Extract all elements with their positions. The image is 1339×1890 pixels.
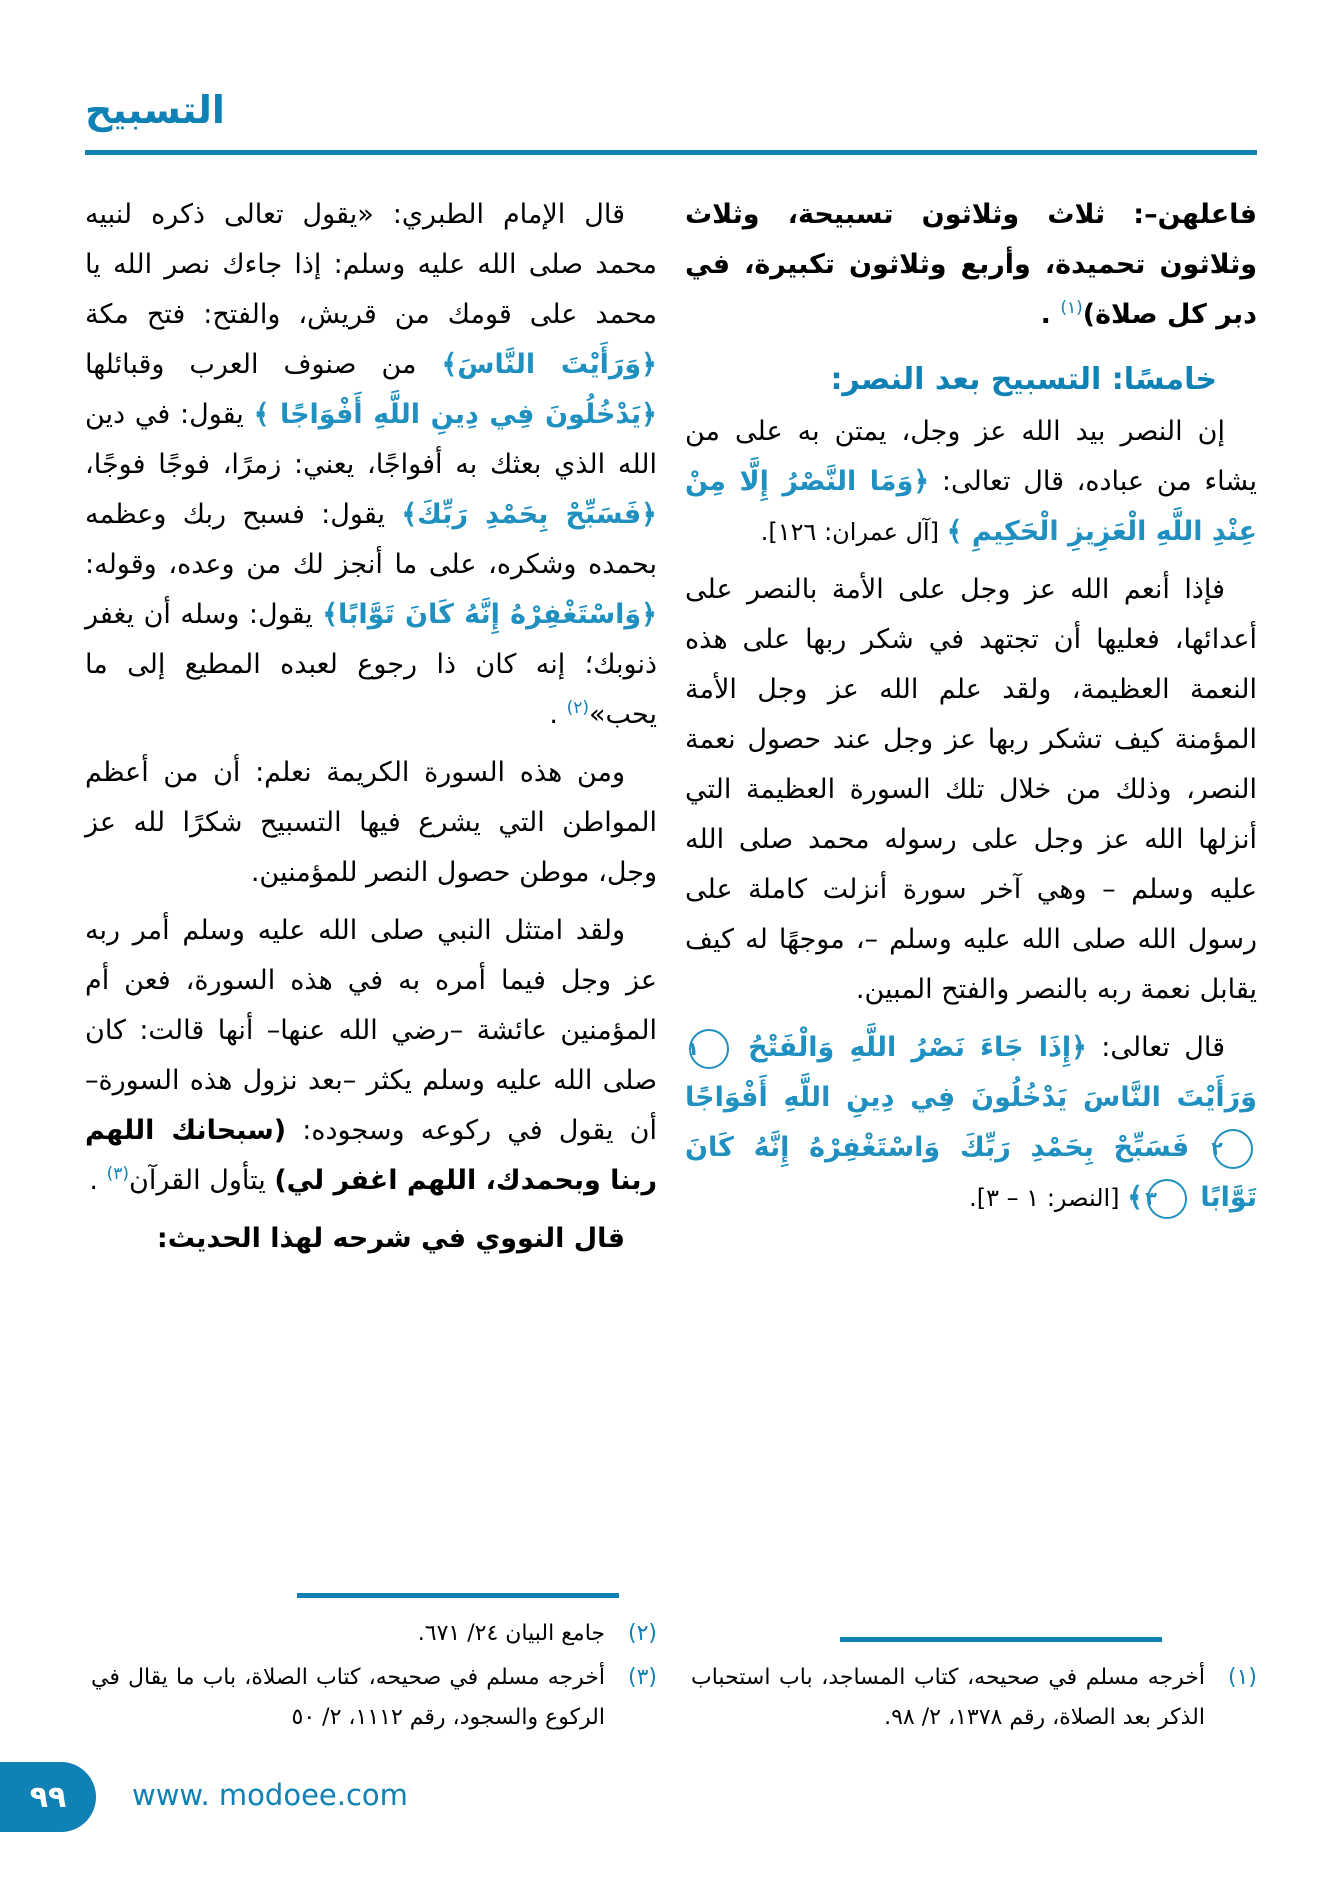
paragraph xyxy=(685,565,1257,1015)
column-right xyxy=(685,190,1257,1742)
quran-verse-text: ﴿فَسَبِّحْ بِحَمْدِ رَبِّكَ﴾ xyxy=(401,499,657,530)
ayah-number: ٣ xyxy=(1147,1179,1187,1219)
ayah-number: ٢ xyxy=(1213,1129,1253,1169)
quran-verse-text: ﴾ xyxy=(1127,1182,1143,1213)
text-run: ومن هذه السورة الكريمة نعلم: أن من أعظم المواطن التي يشرع فيها التسبيح شكرًا لله عز وجل، موطن حصول النصر للمؤمنين. xyxy=(85,757,657,888)
quran-verse-text: ﴿وَمَا النَّصْرُ إِلَّا مِنْ عِنْدِ اللَّهِ الْعَزِيزِ الْحَكِيمِ ﴾ xyxy=(685,466,1257,547)
footnote-separator xyxy=(297,1593,619,1598)
paragraph xyxy=(685,407,1257,557)
quran-verse-text: ﴿يَدْخُلُونَ فِي دِينِ اللَّهِ أَفْوَاجًا ﴾ xyxy=(253,399,657,430)
paragraph-nawawi-intro xyxy=(85,1214,657,1264)
bold-text-run: . xyxy=(1040,299,1061,330)
verse-reference: [آل عمران: ١٢٦]. xyxy=(760,518,947,546)
text-run: من صنوف العرب وقبائلها xyxy=(85,349,442,380)
quran-verse-text: ﴿وَاسْتَغْفِرْهُ إِنَّهُ كَانَ تَوَّابًا﴾ xyxy=(322,599,658,630)
footnote-ref: (١) xyxy=(1060,298,1083,318)
text-run: إن النصر بيد الله عز وجل، يمتن به على من يشاء من عباده، قال تعالى: xyxy=(685,416,1257,497)
text-run: قال الإمام الطبري: «يقول تعالى ذكره لنبيه محمد صلى الله عليه وسلم: إذا جاءك نصر الله يا محمد على قومك من قريش، والفتح: فتح مكة xyxy=(85,199,657,330)
footnote-number: (٣) xyxy=(627,1665,657,1690)
paragraph xyxy=(85,906,657,1206)
text-run: يقول: في دين الله الذي بعثك به أفواجًا، يعني: زمرًا، فوجًا فوجًا، xyxy=(85,399,657,480)
text-run: قال تعالى: xyxy=(1086,1032,1225,1063)
footnote-item xyxy=(85,1658,657,1738)
website-link[interactable]: www. modoee.com xyxy=(132,1778,408,1812)
footnote-text: أخرجه مسلم في صحيحه، كتاب الصلاة، باب ما يقال في الركوع والسجود، رقم ١١١٢، ٢/ ٥٠ xyxy=(91,1665,605,1730)
bold-text-run: (سبحانك اللهم ربنا وبحمدك، اللهم اغفر لي) xyxy=(85,1115,657,1196)
text-run: ولقد امتثل النبي صلى الله عليه وسلم أمر ربه عز وجل فيما أمره به في هذه السورة، فعن أم المؤمنين عائشة –رضي الله عنها– أنها قالت: كان صلى الله عليه وسلم يكثر –بعد نزول هذه السورة– أن يقول في ركوعه وسجوده: xyxy=(85,915,658,1146)
quran-verse-text: فَسَبِّحْ بِحَمْدِ رَبِّكَ وَاسْتَغْفِرْهُ إِنَّهُ كَانَ تَوَّابًا xyxy=(685,1132,1257,1213)
quran-verse-text: وَرَأَيْتَ النَّاسَ يَدْخُلُونَ فِي دِينِ اللَّهِ أَفْوَاجًا xyxy=(685,1082,1257,1113)
text-run: يقول: فسبح ربك وعظمه بحمده وشكره، على ما أنجز لك من وعده، وقوله: xyxy=(85,499,657,580)
ayah-number: ١ xyxy=(689,1029,729,1069)
text-run: يقول: وسله أن يغفر ذنوبك؛ إنه كان ذا رجوع لعبده المطيع إلى ما يحب» xyxy=(85,599,657,730)
quran-verse-text: ﴿وَرَأَيْتَ النَّاسَ﴾ xyxy=(441,349,657,380)
footnote-item xyxy=(85,1614,657,1654)
footnote-ref: (٢) xyxy=(566,698,590,718)
bold-text-run: قال النووي في شرحه لهذا الحديث: xyxy=(156,1223,625,1254)
bold-text-run: فاعلهن–: ثلاث وثلاثون تسبيحة، وثلاث وثلاثون تحميدة، وأربع وثلاثون تكبيرة، في دبر كل صلاة) xyxy=(685,199,1257,330)
footnotes-left xyxy=(85,1583,657,1742)
text-run: . xyxy=(549,699,567,730)
page-number: ٩٩ xyxy=(29,1779,67,1815)
footnote-separator xyxy=(840,1637,1162,1642)
page-title: التسبيح xyxy=(85,88,225,132)
paragraph-hadith-continuation xyxy=(685,190,1257,340)
column-left xyxy=(85,190,657,1742)
footnote-item xyxy=(685,1658,1257,1738)
text-run: . xyxy=(89,1165,107,1196)
footnote-ref: (٣) xyxy=(106,1164,130,1184)
section-heading: خامسًا: التسبيح بعد النصر: xyxy=(830,362,1217,397)
footnote-text: أخرجه مسلم في صحيحه، كتاب المساجد، باب استحباب الذكر بعد الصلاة، رقم ١٣٧٨، ٢/ ٩٨. xyxy=(691,1665,1205,1730)
footnotes-right xyxy=(685,1627,1257,1742)
paragraph xyxy=(85,748,657,898)
text-run: يتأول القرآن xyxy=(129,1165,275,1196)
text-run: فإذا أنعم الله عز وجل على الأمة بالنصر على أعدائها، فعليها أن تجتهد في شكر ربها على هذه النعمة العظيمة، ولقد علم الله عز وجل الأمة المؤمنة كيف تشكر ربها عز وجل عند حصول نعمة النصر، وذلك من خلال تلك السورة العظيمة التي أنزلها الله عز وجل على رسوله محمد صلى الله عليه وسلم – وهي آخر سورة أنزلت كاملة على رسول الله صلى الله عليه وسلم –، موجهًا له كيف يقابل نعمة ربه بالنصر والفتح المبين. xyxy=(685,574,1257,1005)
verse-reference: [النصر: ١ – ٣]. xyxy=(969,1184,1128,1212)
page-number-badge xyxy=(0,1762,96,1832)
content-columns xyxy=(85,190,1257,1742)
footnote-text: جامع البيان ٢٤/ ٦٧١. xyxy=(417,1621,605,1646)
quran-verse-block xyxy=(685,1023,1257,1223)
footnote-number: (١) xyxy=(1227,1665,1257,1690)
paragraph-tabari-quote xyxy=(85,190,657,740)
header-rule xyxy=(85,150,1257,155)
footnote-number: (٢) xyxy=(627,1621,657,1646)
quran-verse-text: ﴿إِذَا جَاءَ نَصْرُ اللَّهِ وَالْفَتْحُ xyxy=(733,1032,1087,1063)
